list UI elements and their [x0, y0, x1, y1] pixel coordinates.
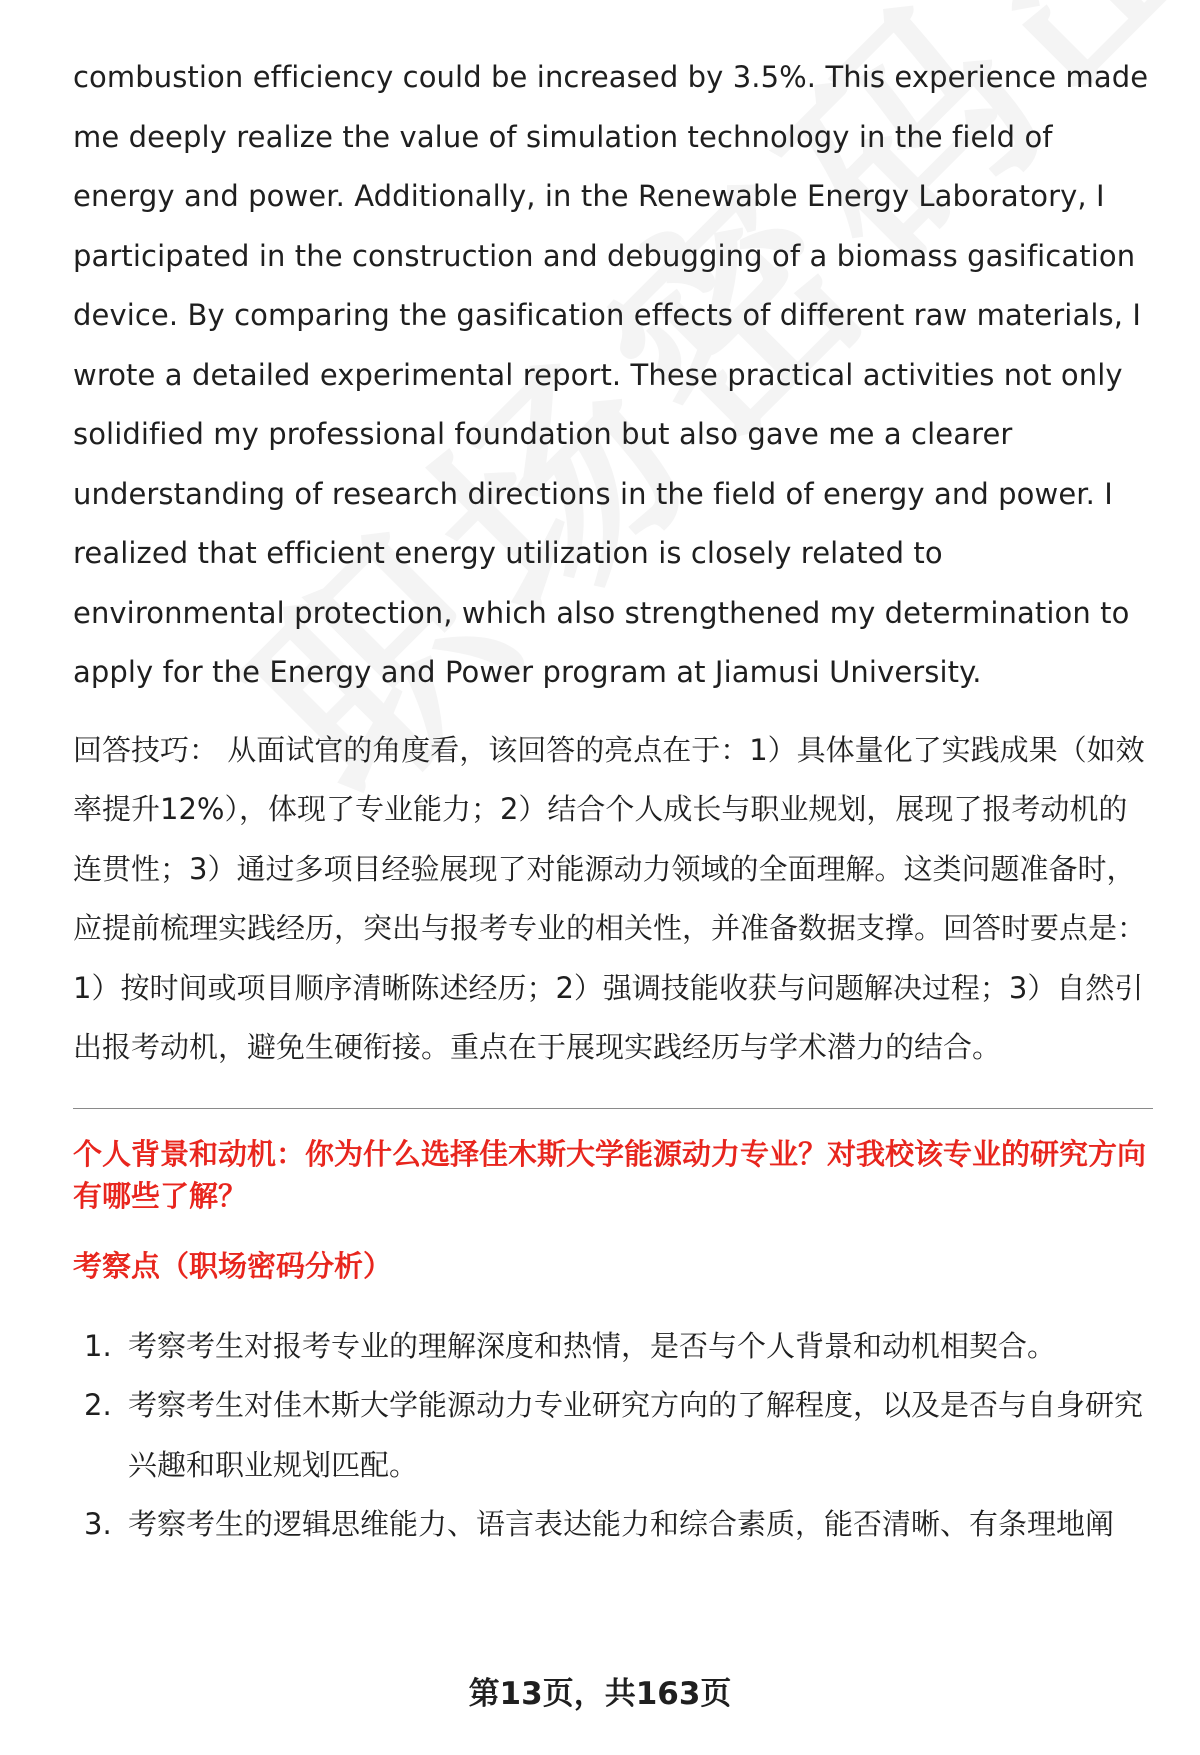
section-divider — [73, 1108, 1153, 1109]
assessment-points-heading: 考察点（职场密码分析） — [73, 1248, 393, 1283]
answer-continuation-paragraph: combustion efficiency could be increased by 3.5%. This experience made me deeply realize the value of simulation technology in the field of energy and power. Additionally, in the Renewable Energy Laboratory, I participated in the construction and debugging of a biomass gasification device. By comparing the gasification effects of different raw materials, I wrote a detailed experimental report. These practical activities not only solidified my professional foundation but also gave me a clearer understanding of research directions in the field of energy and power. I realized that efficient energy utilization is closely related to environmental protection, which also strengthened my determination to apply for the Energy and Power program at Jiamusi University. — [73, 60, 1149, 689]
page-content — [73, 48, 1153, 1555]
list-item — [73, 1376, 1153, 1495]
list-item-number: 3. — [84, 1507, 112, 1541]
question-heading: 个人背景和动机：你为什么选择佳木斯大学能源动力专业？对我校该专业的研究方向有哪些了解？ — [73, 1136, 1147, 1213]
answer-tips-paragraph: 回答技巧： 从面试官的角度看，该回答的亮点在于：1）具体量化了实践成果（如效率提升12%），体现了专业能力；2）结合个人成长与职业规划，展现了报考动机的连贯性；3）通过多项目经验展现了对能源动力领域的全面理解。这类问题准备时，应提前梳理实践经历，突出与报考专业的相关性，并准备数据支撑。回答时要点是：1）按时间或项目顺序清晰陈述经历；2）强调技能收获与问题解决过程；3）自然引出报考动机，避免生硬衔接。重点在于展现实践经历与学术潜力的结合。 — [73, 732, 1147, 1064]
list-item — [73, 1495, 1153, 1555]
list-item-text: 考察考生的逻辑思维能力、语言表达能力和综合素质，能否清晰、有条理地阐 — [128, 1507, 1115, 1541]
list-item-number: 2. — [84, 1388, 112, 1422]
page-number-footer: 第13页，共163页 — [468, 1676, 732, 1712]
list-item-text: 考察考生对报考专业的理解深度和热情，是否与个人背景和动机相契合。 — [128, 1328, 1057, 1363]
list-item-text: 考察考生对佳木斯大学能源动力专业研究方向的了解程度，以及是否与自身研究兴趣和职业规划匹配。 — [128, 1388, 1144, 1482]
list-item-number: 1. — [84, 1328, 112, 1363]
list-item — [73, 1317, 1153, 1377]
assessment-points-list — [73, 1317, 1153, 1555]
